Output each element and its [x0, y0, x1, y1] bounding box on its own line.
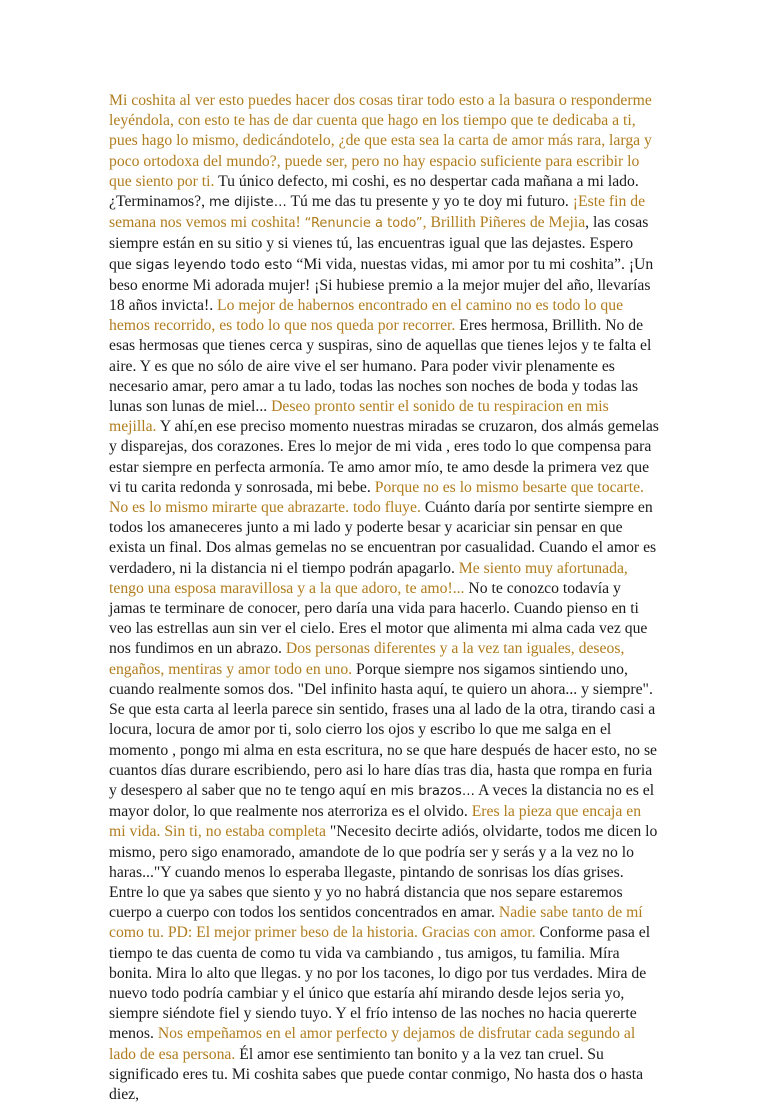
segment-16: Me siento muy afortunada, tengo una esposa maravillosa y a la que adoro, te amo!...	[109, 559, 628, 597]
segment-5: “Renuncie a todo”	[304, 216, 423, 232]
segment-23: "Necesito decirte adiós, olvidarte, todos me dicen lo mismo, pero sigo enamorado, amandote de lo que podría ser y serás y a la vez no lo haras..."Y cuando menos lo esperaba llegaste, pintando de sonrisas los días grises. Entre lo que ya sabes que siento y yo no habrá distancia que nos separe estaremos cuerpo a cuerpo con todos los sentidos concentrados en amar.	[109, 823, 658, 922]
segment-26: Nos empeñamos en el amor perfecto y dejamos de disfrutar cada segundo al lado de esa persona.	[109, 1025, 636, 1063]
segment-21: A veces la distancia no es el mayor dolor, lo que realmente nos aterroriza es el olvido.	[109, 781, 655, 821]
segment-18: Dos personas diferentes y a la vez tan iguales, deseos, engaños, mentiras y amor todo en uno.	[109, 640, 625, 678]
segment-17: No te conozco todavía y jamas te terminare de conocer, pero daría una vida para hacerlo. Cuando pienso en ti veo las estrellas aun sin ver el cielo. Eres el motor que alimenta mi alma cada vez que nos fundimos en un abrazo.	[109, 579, 648, 658]
segment-6: , Brillith Piñeres de Mejia	[422, 214, 586, 232]
segment-15: Cuánto daría por sentirte siempre en todos los amaneceres junto a mi lado y poderte besar y acariciar sin pensar en que exista un final. Dos almas gemelas no se encuentran por casualidad. Cuando el amor es verdadero, ni la distancia ni el tiempo podrán apagarlo.	[109, 499, 657, 577]
segment-4: ¡Este fin de semana nos vemos mi coshita!	[109, 193, 646, 232]
segment-3: Tú me das tu presente y yo te doy mi futuro.	[286, 193, 573, 211]
segment-24: Nadie sabe tanto de mí como tu. PD: El mejor primer beso de la historia. Gracias con amor.	[109, 904, 643, 942]
segment-25: Conforme pasa el tiempo te das cuenta de como tu vida va cambiando , tus amigos, tu familia. Míra bonita. Mira lo alto que llegas. y no por los tacones, lo digo por tus verdades. Mira de nuevo todo podría cambiar y el único que estaría ahí mirando desde lejos seria yo, siempre siéndote fiel y siendo tuyo. Y el frío intenso de las noches no hacia quererte menos.	[109, 924, 651, 1043]
segment-9: “Mi vida, nuestas vidas, mi amor por tu mi coshita”. ¡Un beso enorme Mi adorada mujer! ¡Si hubiese premio a la mejor mujer del año, llevarías 18 años invicta!.	[109, 255, 654, 315]
segment-12: Deseo pronto sentir el sonido de tu respiracion en mis mejilla.	[109, 398, 609, 436]
segment-1: Tu único defecto, mi coshi, es no despertar cada mañana a mi lado. ¿Terminamos?,	[109, 172, 639, 211]
segment-19: Porque siempre nos sigamos sintiendo uno, cuando realmente somos dos. "Del infinito hasta aquí, te quiero un ahora... y siempre". Se que esta carta al leerla parece sin sentido, frases una al lado de la otra, tirando casi a locura, locura de amor por ti, solo cierro los ojos y escribo lo que me salga en el momento , pongo mi alma en esta escritura, no se que hare después de hacer esto, no se cuantos días durare escribiendo, pero asi lo hare días tras dia, hasta que rompa en furia y desespero al saber que no te tengo aquí	[109, 660, 658, 799]
segment-27: Él amor ese sentimiento tan bonito y a la vez tan cruel. Su significado eres tu. Mi coshita sabes que puede contar conmigo, No hasta dos o hasta diez,	[109, 1045, 644, 1103]
segment-7: , las cosas siempre están en su sitio y si vienes tú, las encuentras igual que las dejastes. Espero que	[109, 214, 649, 273]
love-letter-body	[109, 91, 659, 1105]
segment-8: sigas leyendo todo esto	[135, 257, 293, 273]
segment-11: Eres hermosa, Brillith. No de esas hermosas que tienes cerca y suspiras, sino de aquellas que tienes lejos y te falta el aire. Y es que no sólo de aire vive el ser humano. Para poder vivir plenamente es necesario amar, pero amar a tu lado, todas las noches son noches de boda y todas las lunas son lunas de miel...	[109, 317, 652, 416]
segment-0: Mi coshita al ver esto puedes hacer dos cosas tirar todo esto a la basura o responderme leyéndola, con esto te has de dar cuenta que hago en los tiempo que te dedicaba a ti, pues hago lo mismo, dedicándotelo, ¿de que esta sea la carta de amor más rara, larga y poco ortodoxa del mundo?, puede ser, pero no hay espacio suficiente para escribir lo que siento por ti.	[109, 92, 652, 190]
segment-22: Eres la pieza que encaja en mi vida. Sin ti, no estaba completa	[109, 803, 642, 841]
segment-10: Lo mejor de habernos encontrado en el camino no es todo lo que hemos recorrido, es todo lo que nos queda por recorrer.	[109, 297, 624, 335]
segment-14: Porque no es lo mismo besarte que tocarte. No es lo mismo mirarte que abrazarte. todo fluye.	[109, 478, 644, 517]
segment-2: me dijiste…	[208, 195, 287, 211]
segment-13: Y ahí,en ese preciso momento nuestras miradas se cruzaron, dos almás gemelas y disparejas, dos corazones. Eres lo mejor de mi vida , eres todo lo que compensa para estar siempre en perfecta armonía. Te amo amor mío, te amo desde la primera vez que vi tu carita redonda y sonrosada, mi bebe.	[109, 418, 659, 496]
segment-20: en mis brazos…	[369, 783, 476, 799]
